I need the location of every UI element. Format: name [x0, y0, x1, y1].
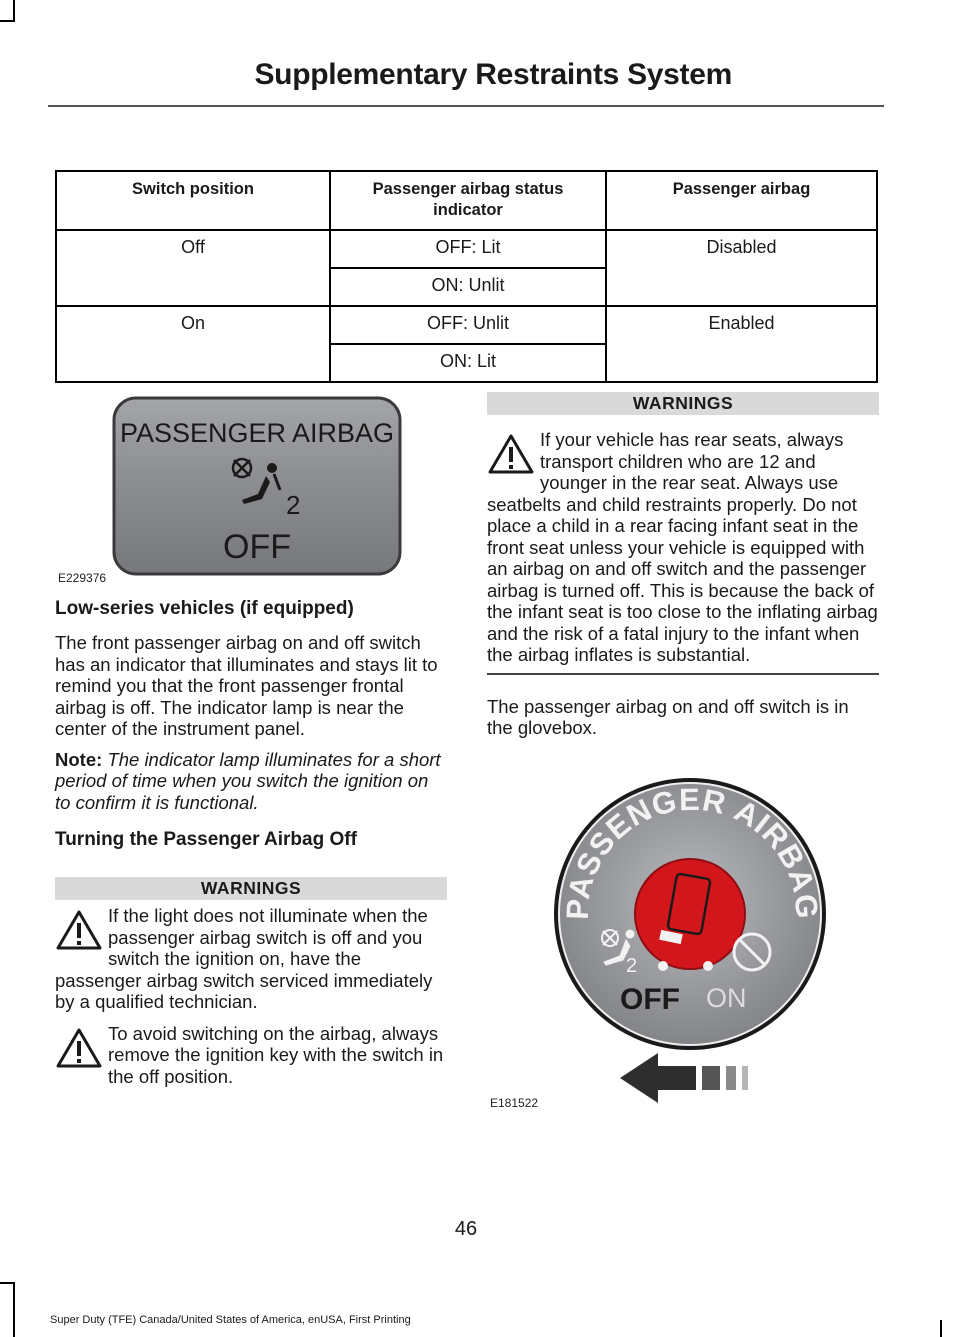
section-subhead: Low-series vehicles (if equipped)	[55, 598, 354, 619]
image-code: E229376	[58, 571, 107, 585]
cell-indicator: OFF: Unlit	[330, 306, 606, 344]
warning-item	[55, 1023, 447, 1088]
airbag-status-table	[55, 170, 878, 383]
indicator-title: PASSENGER AIRBAG	[119, 418, 395, 448]
crop-mark	[13, 1282, 15, 1337]
passenger-airbag-indicator-illustration	[112, 396, 402, 576]
glovebox-airbag-switch-illustration	[540, 776, 840, 1116]
note-text: The indicator lamp illuminates for a short period of time when you switch the ignition on to confirm it is functional.	[55, 748, 441, 813]
warnings-heading: WARNINGS	[55, 877, 447, 900]
crop-mark	[0, 1282, 15, 1284]
table-row	[56, 306, 877, 344]
indicator-seat-number: 2	[286, 490, 301, 520]
warning-triangle-icon	[55, 909, 103, 951]
header-rule	[48, 105, 884, 107]
note-label: Note:	[55, 748, 103, 770]
table-row	[56, 230, 877, 268]
arrow-left-icon	[620, 1053, 748, 1103]
page-title: Supplementary Restraints System	[254, 58, 732, 91]
warning-triangle-icon	[55, 1027, 103, 1069]
crop-mark	[13, 0, 15, 22]
indicator-state: OFF	[223, 528, 291, 566]
warning-text: If your vehicle has rear seats, always transport children who are 12 and younger in the rear seat. Always use seatbelts and child restraints properly. Do not place a child in a rear facing infant seat in the front seat unless your vehicle is equipped with an airbag on and off switch and the passenger airbag is turned off. This is because the back of the infant seat is too close to the inflating airbag and the risk of a fatal injury to the infant when the airbag inflates is substantial.	[487, 429, 878, 665]
crop-mark	[0, 20, 15, 22]
warning-item	[487, 429, 879, 666]
col-header-switch-position: Switch position	[56, 171, 330, 230]
image-code: E181522	[490, 1096, 539, 1110]
cell-indicator: ON: Unlit	[330, 268, 606, 306]
crop-mark	[940, 1320, 942, 1337]
cell-indicator: OFF: Lit	[330, 230, 606, 268]
warning-item	[55, 905, 447, 1013]
right-column	[487, 392, 879, 739]
note	[55, 749, 447, 814]
cell-airbag: Disabled	[606, 230, 877, 306]
left-column	[55, 598, 447, 1087]
cell-switch: On	[56, 306, 330, 382]
body-paragraph: The front passenger airbag on and off switch has an indicator that illuminates and stays lit to remind you that the front passenger frontal airbag is off. The indicator lamp is near the center of the instrument panel.	[55, 632, 438, 739]
switch-off-label: OFF	[620, 983, 680, 1016]
warning-triangle-icon	[487, 433, 535, 475]
page-number: 46	[454, 1218, 478, 1240]
warnings-heading: WARNINGS	[487, 392, 879, 415]
table-header-row	[56, 171, 877, 230]
col-header-indicator: Passenger airbag status indicator	[330, 171, 606, 230]
cell-switch: Off	[56, 230, 330, 306]
body-paragraph: The passenger airbag on and off switch is in the glovebox.	[487, 695, 849, 738]
col-header-airbag: Passenger airbag	[606, 171, 877, 230]
cell-indicator: ON: Lit	[330, 344, 606, 382]
warning-text: To avoid switching on the airbag, always remove the ignition key with the switch in the off position.	[108, 1022, 444, 1087]
warning-text: If the light does not illuminate when the passenger airbag switch is off and you switch the ignition on, have the passenger airbag switch serviced immediately by a qualified technician.	[55, 905, 433, 1012]
switch-ring-text: PASSENGER AIRBAG	[559, 781, 825, 921]
switch-on-label: ON	[706, 983, 747, 1013]
section-subhead: Turning the Passenger Airbag Off	[55, 829, 357, 850]
warning-end-rule	[487, 673, 879, 675]
switch-seat-number: 2	[626, 955, 638, 977]
cell-airbag: Enabled	[606, 306, 877, 382]
footer-text: Super Duty (TFE) Canada/United States of America, enUSA, First Printing	[50, 1314, 411, 1326]
